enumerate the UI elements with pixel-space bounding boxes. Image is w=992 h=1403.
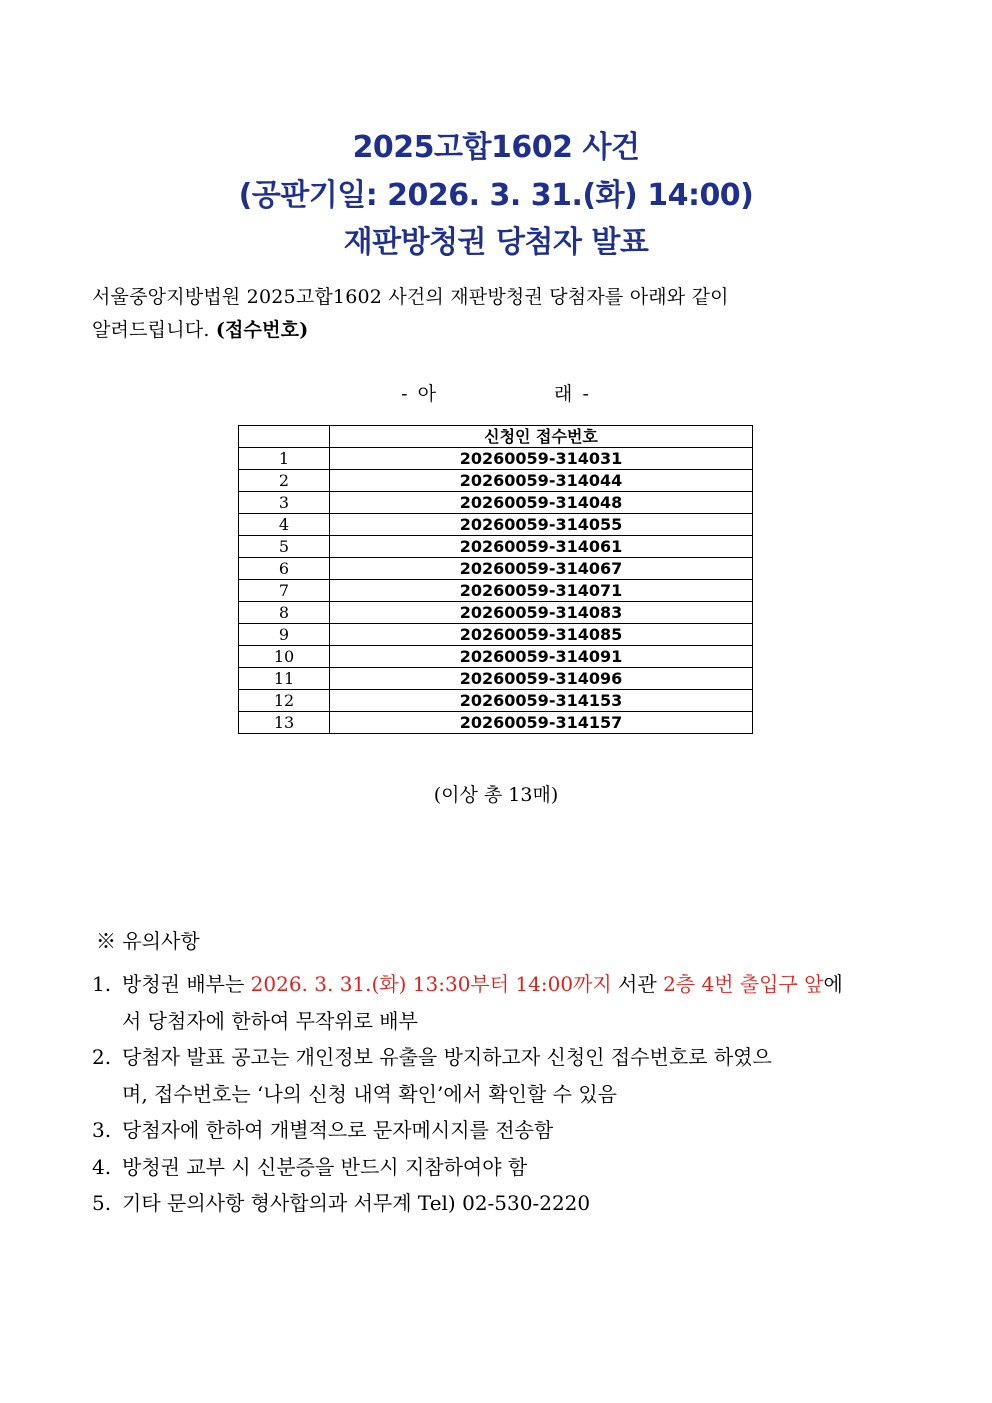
- note-text: 며, 접수번호는 ‘나의 신청 내역 확인’에서 확인할 수 있음: [122, 1081, 617, 1106]
- note-number: 5.: [92, 1191, 112, 1215]
- note-item-1: [92, 966, 912, 1039]
- row-receipt-number: 20260059-314091: [330, 646, 753, 668]
- row-number: 3: [239, 492, 330, 514]
- notes-list: [92, 966, 912, 1222]
- intro-line-2: [92, 315, 308, 342]
- winners-table: [238, 425, 753, 734]
- row-number: 4: [239, 514, 330, 536]
- below-heading-right: 래 -: [554, 383, 591, 405]
- table-row: [239, 492, 753, 514]
- table-row: [239, 536, 753, 558]
- table-row: [239, 602, 753, 624]
- row-receipt-number: 20260059-314153: [330, 690, 753, 712]
- note-text: 기타 문의사항 형사합의과 서무계 Tel) 02-530-2220: [122, 1191, 591, 1215]
- row-receipt-number: 20260059-314044: [330, 470, 753, 492]
- notes-title: ※ 유의사항: [96, 929, 200, 953]
- row-receipt-number: 20260059-314096: [330, 668, 753, 690]
- note-text: 에: [823, 972, 843, 996]
- row-number: 2: [239, 470, 330, 492]
- below-heading-left: - 아: [401, 383, 438, 405]
- row-receipt-number: 20260059-314085: [330, 624, 753, 646]
- note-number: 3.: [92, 1118, 112, 1142]
- note-text: 방청권 교부 시 신분증을 반드시 지참하여야 함: [122, 1154, 528, 1179]
- row-number: 9: [239, 624, 330, 646]
- table-row: [239, 558, 753, 580]
- table-row: [239, 624, 753, 646]
- note-text: 당첨자에 한하여 개별적으로 문자메시지를 전송함: [122, 1118, 554, 1142]
- row-number: 11: [239, 668, 330, 690]
- intro-line-2-bold: (접수번호): [215, 319, 309, 341]
- note-time-highlight: 2026. 3. 31.(화) 13:30부터 14:00까지: [250, 972, 612, 996]
- row-number: 8: [239, 602, 330, 624]
- note-item-5: [92, 1185, 912, 1222]
- row-number: 13: [239, 712, 330, 734]
- note-text: 당첨자 발표 공고는 개인정보 유출을 방지하고자 신청인 접수번호로 하였으: [122, 1045, 772, 1069]
- table-header-row: [239, 426, 753, 448]
- row-number: 6: [239, 558, 330, 580]
- table-row: [239, 448, 753, 470]
- row-number: 7: [239, 580, 330, 602]
- title-announcement: 재판방청권 당첨자 발표: [343, 225, 649, 260]
- title-case-number: 2025고합1602 사건: [352, 130, 640, 165]
- table-row: [239, 514, 753, 536]
- below-heading: [0, 379, 992, 406]
- row-receipt-number: 20260059-314083: [330, 602, 753, 624]
- intro-line-2-text: 알려드립니다.: [92, 319, 216, 341]
- row-receipt-number: 20260059-314157: [330, 712, 753, 734]
- table-row: [239, 580, 753, 602]
- row-receipt-number: 20260059-314055: [330, 514, 753, 536]
- note-number: 1.: [92, 972, 112, 996]
- note-text: 서관: [611, 972, 664, 996]
- header-number: [239, 426, 330, 448]
- row-number: 5: [239, 536, 330, 558]
- table-row: [239, 690, 753, 712]
- table-row: [239, 712, 753, 734]
- note-number: 4.: [92, 1154, 112, 1179]
- table-row: [239, 668, 753, 690]
- note-item-2: [92, 1039, 912, 1112]
- note-text: 방청권 배부는: [122, 972, 251, 996]
- note-number: 2.: [92, 1045, 112, 1069]
- intro-line-1: 서울중앙지방법원 2025고합1602 사건의 재판방청권 당첨자를 아래와 같이: [92, 286, 729, 308]
- row-number: 10: [239, 646, 330, 668]
- row-receipt-number: 20260059-314031: [330, 448, 753, 470]
- note-item-4: [92, 1149, 912, 1186]
- row-receipt-number: 20260059-314067: [330, 558, 753, 580]
- table-row: [239, 470, 753, 492]
- row-receipt-number: 20260059-314061: [330, 536, 753, 558]
- note-text: 서 당첨자에 한하여 무작위로 배부: [122, 1008, 418, 1033]
- row-number: 12: [239, 690, 330, 712]
- table-row: [239, 646, 753, 668]
- row-number: 1: [239, 448, 330, 470]
- title-trial-date: (공판기일: 2026. 3. 31.(화) 14:00): [238, 178, 754, 213]
- note-location-highlight: 2층 4번 출입구 앞: [663, 972, 824, 996]
- header-receipt-number: 신청인 접수번호: [330, 426, 753, 448]
- note-item-3: [92, 1112, 912, 1149]
- total-count: (이상 총 13매): [433, 784, 559, 806]
- row-receipt-number: 20260059-314048: [330, 492, 753, 514]
- row-receipt-number: 20260059-314071: [330, 580, 753, 602]
